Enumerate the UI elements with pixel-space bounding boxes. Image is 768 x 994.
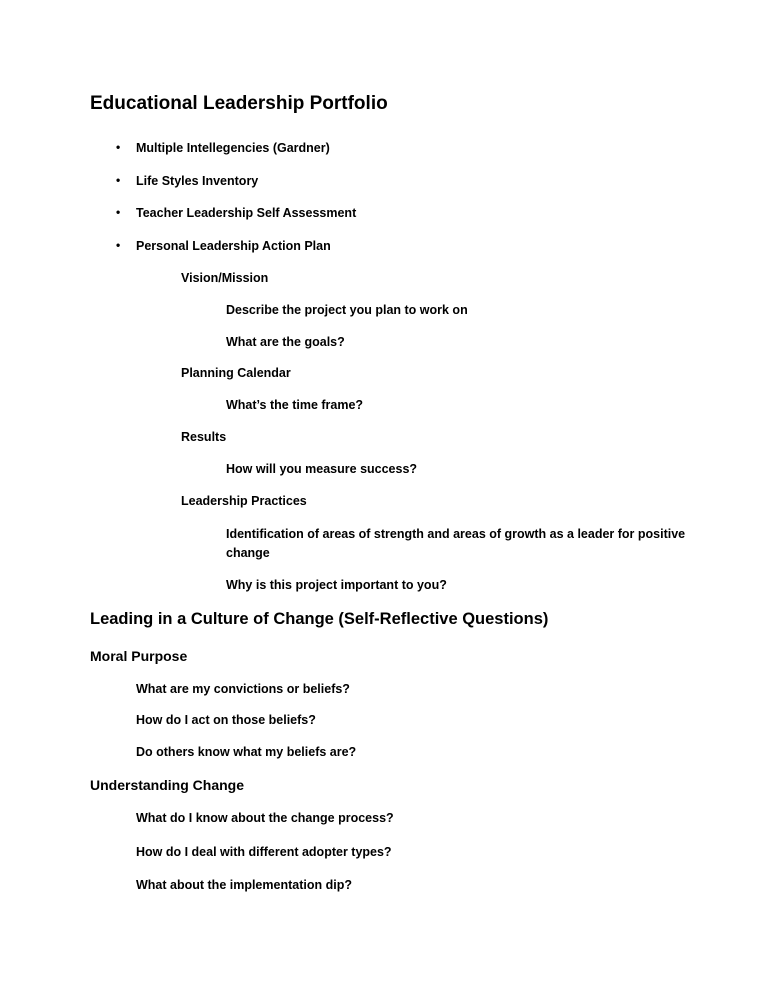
bullet-item: Teacher Leadership Self Assessment bbox=[136, 206, 357, 220]
bullet-item: Multiple Intellegencies (Gardner) bbox=[136, 141, 330, 155]
question-item: What are my convictions or beliefs? bbox=[136, 682, 350, 696]
bullet-marker: • bbox=[116, 205, 121, 219]
question-item: How do I deal with different adopter types? bbox=[136, 845, 392, 859]
section-title: Leading in a Culture of Change (Self-Reflective Questions) bbox=[90, 610, 549, 628]
bullet-item: Personal Leadership Action Plan bbox=[136, 239, 331, 253]
plan-item: Why is this project important to you? bbox=[226, 578, 447, 592]
plan-item: change bbox=[226, 546, 270, 560]
subsection-heading-change: Understanding Change bbox=[90, 777, 245, 793]
plan-item: How will you measure success? bbox=[226, 462, 418, 476]
plan-item: What’s the time frame? bbox=[226, 398, 364, 412]
plan-heading-results: Results bbox=[181, 430, 227, 444]
document-title: Educational Leadership Portfolio bbox=[90, 93, 388, 114]
plan-heading-vision: Vision/Mission bbox=[181, 271, 269, 285]
bullet-marker: • bbox=[116, 238, 121, 252]
question-item: Do others know what my beliefs are? bbox=[136, 745, 357, 759]
question-item: How do I act on those beliefs? bbox=[136, 713, 316, 727]
question-item: What about the implementation dip? bbox=[136, 878, 352, 892]
plan-item: What are the goals? bbox=[226, 335, 345, 349]
subsection-heading-moral: Moral Purpose bbox=[90, 648, 188, 664]
plan-item: Describe the project you plan to work on bbox=[226, 303, 468, 317]
plan-heading-calendar: Planning Calendar bbox=[181, 366, 291, 380]
bullet-item: Life Styles Inventory bbox=[136, 174, 259, 188]
plan-heading-practices: Leadership Practices bbox=[181, 494, 307, 508]
bullet-marker: • bbox=[116, 173, 121, 187]
plan-item: Identification of areas of strength and areas of growth as a leader for positive bbox=[226, 527, 686, 541]
question-item: What do I know about the change process? bbox=[136, 811, 394, 825]
bullet-marker: • bbox=[116, 140, 121, 154]
